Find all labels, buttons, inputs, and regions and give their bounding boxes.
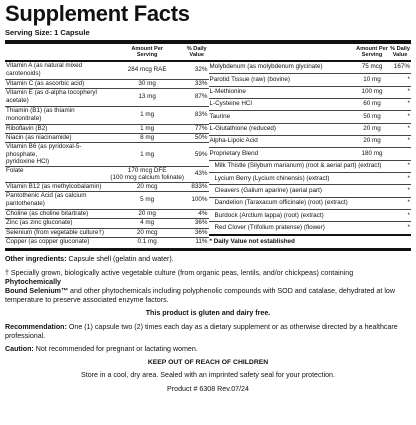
nutrient-amount: 20 mg bbox=[109, 209, 185, 218]
gluten-statement: This product is gluten and dairy free. bbox=[145, 309, 271, 318]
nutrient-amount: 50 mg bbox=[355, 111, 389, 123]
nutrient-amount: 20 mg bbox=[355, 123, 389, 135]
nutrient-name: L-Glutathione (reduced) bbox=[209, 123, 356, 135]
nutrient-amount: 20 mg bbox=[355, 136, 389, 148]
amount-header: Amount Per Serving bbox=[355, 46, 389, 61]
nutrient-row bbox=[5, 209, 209, 218]
label-footer bbox=[5, 255, 411, 393]
nutrient-daily-value: 50% bbox=[185, 134, 209, 143]
nutrient-daily-value: 83% bbox=[185, 106, 209, 124]
left-table-body bbox=[5, 61, 209, 247]
nutrient-row bbox=[5, 134, 209, 143]
dv-header: % Daily Value bbox=[185, 46, 209, 61]
nutrient-row bbox=[209, 173, 412, 185]
right-table-body bbox=[209, 61, 412, 235]
nutrient-row bbox=[209, 123, 412, 135]
nutrient-daily-value: * bbox=[389, 123, 411, 135]
nutrient-amount: 8 mg bbox=[109, 134, 185, 143]
dv-note: * Daily Value not established bbox=[209, 235, 412, 246]
nutrient-amount: 20 mcg bbox=[109, 228, 185, 237]
nutrient-name: Choline (as choline bitartrate) bbox=[5, 209, 109, 218]
nutrient-row bbox=[5, 143, 209, 166]
nutrient-daily-value: * bbox=[389, 210, 411, 222]
keep-out-warning: KEEP OUT OF REACH OF CHILDREN bbox=[147, 359, 269, 367]
nutrient-row bbox=[209, 148, 412, 160]
nutrient-amount: 4 mg bbox=[109, 219, 185, 228]
other-ingredients: Other ingredients: Capsule shell (gelatin and water). bbox=[5, 255, 174, 264]
nutrient-name: L-Cysteine HCl bbox=[209, 98, 356, 110]
nutrient-daily-value: 77% bbox=[185, 124, 209, 133]
nutrient-row bbox=[209, 160, 412, 172]
serving-size: Serving Size: 1 Capsule bbox=[5, 28, 90, 37]
nutrient-name: Riboflavin (B2) bbox=[5, 124, 109, 133]
nutrient-daily-value: 36% bbox=[185, 219, 209, 228]
nutrient-amount: 1 mg bbox=[109, 124, 185, 133]
nutrient-daily-value: * bbox=[389, 136, 411, 148]
nutrient-name: Cleavers (Galium aparine) (aerial part) bbox=[209, 185, 390, 197]
dv-header: % Daily Value bbox=[389, 46, 411, 61]
nutrient-row bbox=[209, 111, 412, 123]
nutrient-name: Red Clover (Trifolium pratense) (flower) bbox=[209, 222, 390, 235]
nutrient-row bbox=[5, 89, 209, 107]
nutrient-row bbox=[5, 79, 209, 88]
nutrient-name: Proprietary Blend bbox=[209, 148, 356, 160]
storage-note: Store in a cool, dry area. Sealed with an imprinted safety seal for your protection. bbox=[81, 371, 335, 380]
left-table-header bbox=[5, 46, 209, 61]
nutrient-daily-value: 167% bbox=[389, 61, 411, 74]
nutrient-row bbox=[209, 98, 412, 110]
bottom-rule bbox=[5, 248, 411, 251]
nutrient-name: Zinc (as zinc gluconate) bbox=[5, 219, 109, 228]
nutrient-amount: 20 mcg bbox=[109, 182, 185, 191]
nutrient-daily-value bbox=[389, 148, 411, 160]
nutrient-amount: 30 mg bbox=[109, 79, 185, 88]
nutrient-name: Milk Thistle (Silybum marianum) (root & aerial part) (extract) bbox=[209, 160, 390, 172]
nutrient-name: Niacin (as niacinamide) bbox=[5, 134, 109, 143]
nutrient-daily-value: * bbox=[389, 185, 411, 197]
nutrient-name: Vitamin E (as d-alpha tocopheryl acetate) bbox=[5, 89, 109, 107]
nutrient-name: Pantothenic Acid (as calcium pantothenate) bbox=[5, 191, 109, 209]
nutrient-name: Vitamin B6 (as pyridoxal-5-phosphate, pyridoxine HCl) bbox=[5, 143, 109, 166]
right-table-header bbox=[209, 46, 412, 61]
nutrient-row bbox=[209, 61, 412, 74]
nutrient-amount: 60 mg bbox=[355, 98, 389, 110]
nutrient-row bbox=[5, 219, 209, 228]
nutrient-amount: 180 mg bbox=[355, 148, 389, 160]
facts-columns bbox=[5, 46, 411, 246]
nutrient-name: Alpha-Lipoic Acid bbox=[209, 136, 356, 148]
nutrient-daily-value: * bbox=[389, 98, 411, 110]
nutrient-name: Taurine bbox=[209, 111, 356, 123]
nutrient-daily-value: * bbox=[389, 86, 411, 98]
nutrient-amount: 170 mcg DFE (100 mcg calcium folinate) bbox=[110, 166, 184, 182]
nutrient-amount: 5 mg bbox=[109, 191, 185, 209]
nutrient-daily-value: 4% bbox=[185, 209, 209, 218]
amount-header: Amount Per Serving bbox=[109, 46, 185, 61]
nutrient-daily-value: 100% bbox=[185, 191, 209, 209]
nutrient-daily-value: * bbox=[389, 173, 411, 185]
nutrient-row bbox=[209, 210, 412, 222]
nutrient-row bbox=[5, 237, 209, 246]
nutrient-name: Folate bbox=[5, 166, 109, 182]
nutrient-row bbox=[5, 106, 209, 124]
nutrient-name: Lycium Berry (Lycium chinensis) (extract) bbox=[209, 173, 390, 185]
nutrient-daily-value: * bbox=[389, 160, 411, 172]
nutrient-name: Vitamin B12 (as methylcobalamin) bbox=[5, 182, 109, 191]
left-facts-table bbox=[5, 46, 209, 246]
nutrient-name: Thiamin (B1) (as thiamin mononitrate) bbox=[5, 106, 109, 124]
nutrient-daily-value: * bbox=[389, 222, 411, 235]
nutrient-name: Molybdenum (as molybdenum glycinate) bbox=[209, 61, 356, 74]
nutrient-amount: 0.1 mg bbox=[109, 237, 185, 246]
nutrient-amount: 75 mcg bbox=[355, 61, 389, 74]
nutrient-name: Vitamin C (as ascorbic acid) bbox=[5, 79, 109, 88]
nutrient-row bbox=[209, 222, 412, 235]
nutrient-daily-value: * bbox=[389, 197, 411, 209]
nutrient-daily-value: 833% bbox=[185, 182, 209, 191]
nutrient-row bbox=[209, 136, 412, 148]
heavy-rule bbox=[5, 40, 411, 44]
dagger-note: † Specially grown, biologically active vegetable culture (from organic peas, lentils, and/or chickpeas) containing Phytochemically Bound Selenium™ and other phytochemicals including polyphenolic compounds with SOD and catalase, dehydrated at low temperature to preserve associated enzyme factors. bbox=[5, 268, 395, 305]
nutrient-row bbox=[5, 182, 209, 191]
recommendation: Recommendation: One (1) capsule two (2) times each day as a dietary supplement or as otherwise directed by a healthcare professional. bbox=[5, 322, 398, 340]
nutrient-row bbox=[5, 191, 209, 209]
nutrient-daily-value: 11% bbox=[185, 237, 209, 246]
nutrient-row bbox=[5, 228, 209, 237]
nutrient-daily-value: * bbox=[389, 74, 411, 86]
nutrient-name: Dandelion (Taraxacum officinale) (root) (extract) bbox=[209, 197, 390, 209]
nutrient-row bbox=[5, 166, 209, 182]
caution: Caution: Not recommended for pregnant or lactating women. bbox=[5, 344, 198, 353]
nutrient-row bbox=[209, 74, 412, 86]
product-number: Product # 6308 Rev.07/24 bbox=[167, 384, 249, 393]
nutrient-name: Selenium (from vegetable culture†) bbox=[5, 228, 109, 237]
nutrient-daily-value: 32% bbox=[185, 61, 209, 79]
nutrient-daily-value: 87% bbox=[185, 89, 209, 107]
nutrient-amount: 10 mg bbox=[355, 74, 389, 86]
nutrient-daily-value: 33% bbox=[185, 79, 209, 88]
nutrient-daily-value: 36% bbox=[185, 228, 209, 237]
nutrient-amount: 1 mg bbox=[109, 143, 185, 166]
nutrient-row bbox=[209, 86, 412, 98]
nutrient-name: Vitamin A (as natural mixed carotenoids) bbox=[5, 61, 109, 79]
nutrient-daily-value: 59% bbox=[185, 143, 209, 166]
nutrient-amount: 100 mg bbox=[355, 86, 389, 98]
nutrient-daily-value: * bbox=[389, 111, 411, 123]
nutrient-row bbox=[209, 197, 412, 209]
nutrient-name: Parotid Tissue (raw) (bovine) bbox=[209, 74, 356, 86]
nutrient-amount: 284 mcg RAE bbox=[109, 61, 185, 79]
label-title: Supplement Facts bbox=[5, 1, 190, 26]
right-facts-table bbox=[209, 46, 412, 246]
nutrient-daily-value: 43% bbox=[185, 166, 209, 182]
nutrient-amount: 1 mg bbox=[109, 106, 185, 124]
nutrient-amount: 13 mg bbox=[109, 89, 185, 107]
nutrient-row bbox=[209, 185, 412, 197]
nutrient-name: L-Methionine bbox=[209, 86, 356, 98]
nutrient-row bbox=[5, 61, 209, 79]
nutrient-name: Copper (as copper gluconate) bbox=[5, 237, 109, 246]
nutrient-row bbox=[5, 124, 209, 133]
nutrient-name: Burdock (Arctium lappa) (root) (extract) bbox=[209, 210, 390, 222]
